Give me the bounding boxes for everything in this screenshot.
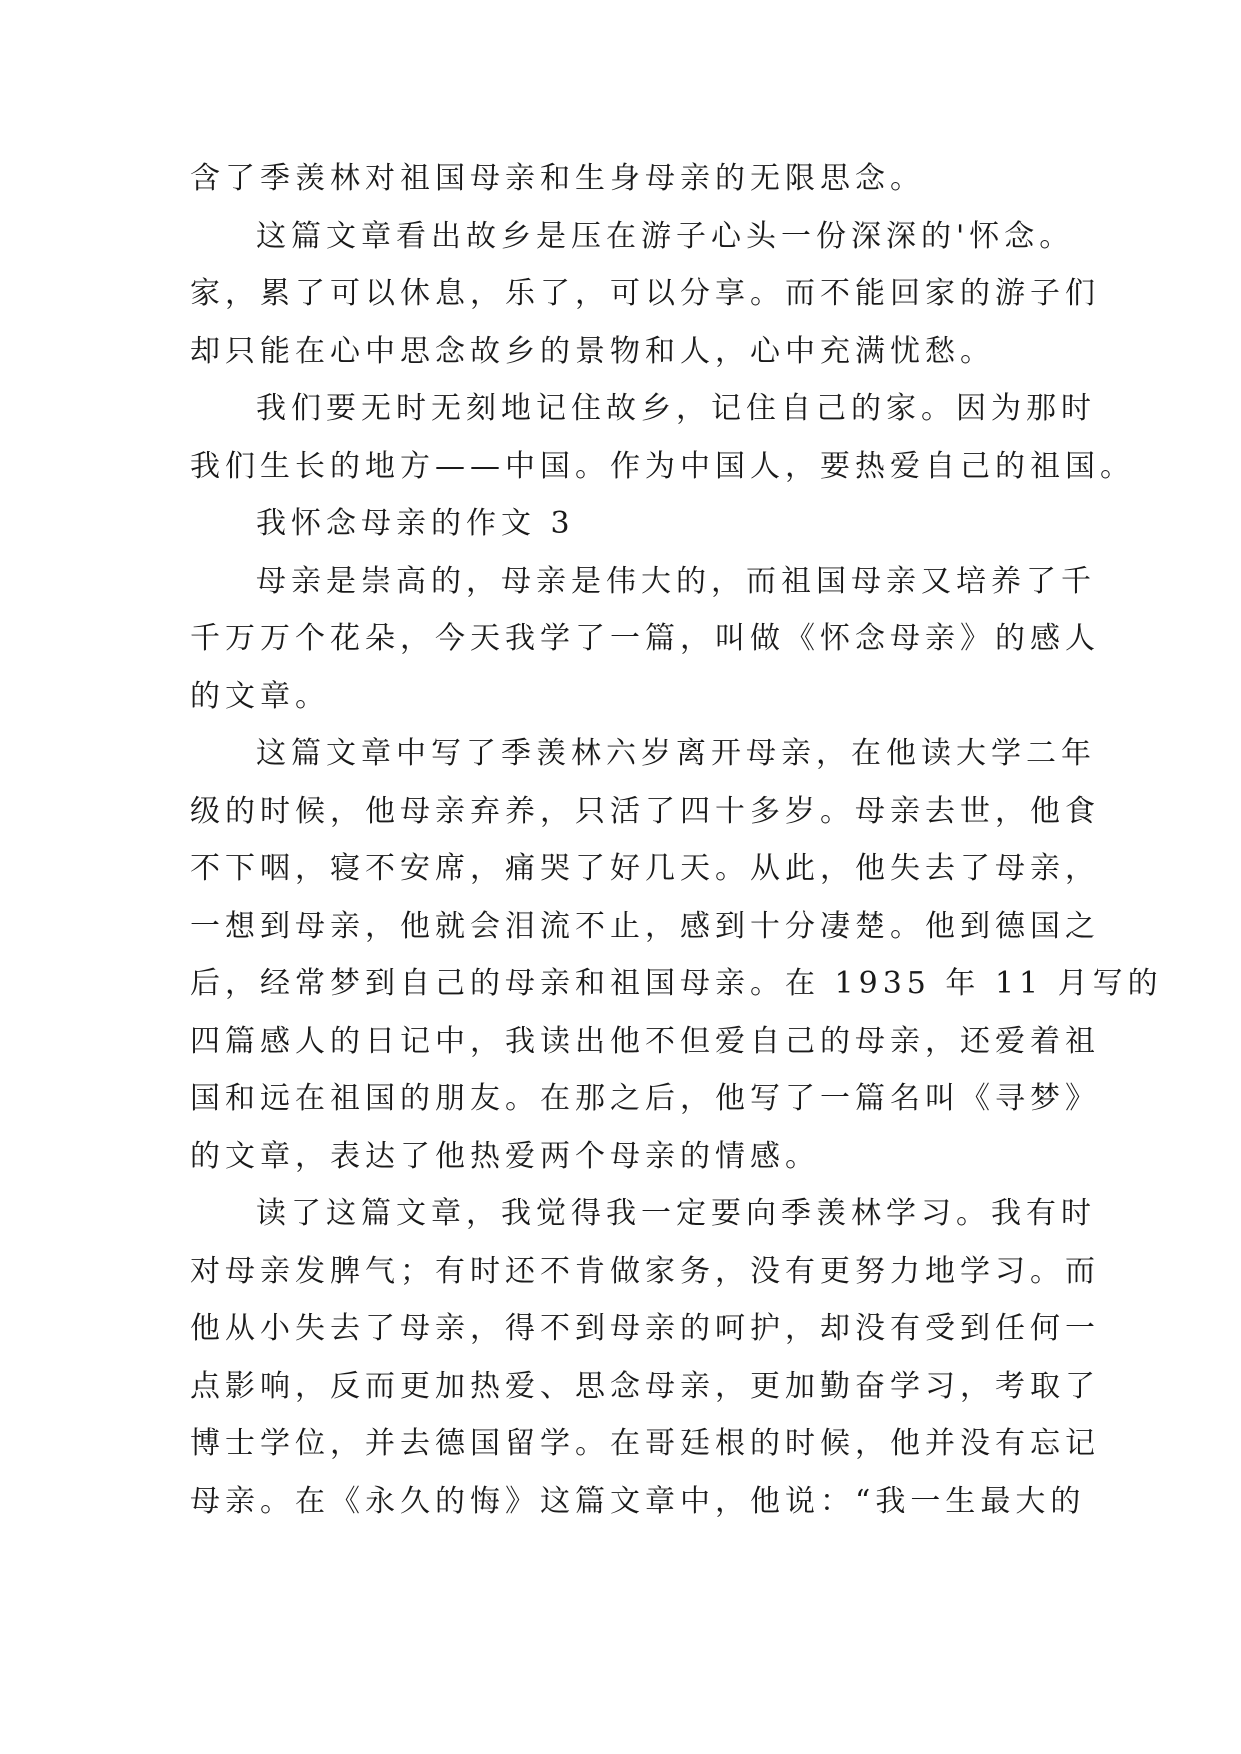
text-line: 家，累了可以休息，乐了，可以分享。而不能回家的游子们: [190, 276, 1100, 311]
essay-body: [190, 150, 1163, 1530]
text-line: 我们生长的地方——中国。作为中国人，要热爱自己的祖国。: [190, 448, 1135, 484]
section-heading: 我怀念母亲的作文 3: [256, 506, 575, 541]
text-line: 千万万个花朵，今天我学了一篇，叫做《怀念母亲》的感人: [190, 621, 1100, 656]
text-line: 一想到母亲，他就会泪流不止，感到十分凄楚。他到德国之: [190, 908, 1100, 944]
text-line: 对母亲发脾气；有时还不肯做家务，没有更努力地学习。而: [190, 1253, 1100, 1289]
paragraph-start-line: 我们要无时无刻地记住故乡，记住自己的家。因为那时: [256, 391, 1096, 426]
text-line: 后，经常梦到自己的母亲和祖国母亲。在 1935 年 11 月写的: [190, 966, 1163, 1001]
paragraph-start-line: 这篇文章看出故乡是压在游子心头一份深深的'怀念。: [256, 218, 1075, 254]
paragraph-start-line: 这篇文章中写了季羡林六岁离开母亲，在他读大学二年: [256, 736, 1096, 771]
text-line: 的文章。: [190, 678, 330, 714]
text-line: 四篇感人的日记中，我读出他不但爱自己的母亲，还爱着祖: [190, 1023, 1100, 1059]
paragraph-start-line: 读了这篇文章，我觉得我一定要向季羡林学习。我有时: [256, 1196, 1096, 1231]
text-line: 含了季羡林对祖国母亲和生身母亲的无限思念。: [190, 161, 925, 196]
text-line: 的文章，表达了他热爱两个母亲的情感。: [190, 1138, 820, 1174]
text-line: 级的时候，他母亲弃养，只活了四十多岁。母亲去世，他食: [190, 793, 1100, 829]
paragraph-start-line: 母亲是崇高的，母亲是伟大的，而祖国母亲又培养了千: [256, 563, 1096, 599]
text-line: 却只能在心中思念故乡的景物和人，心中充满忧愁。: [190, 333, 995, 369]
text-line: 博士学位，并去德国留学。在哥廷根的时候，他并没有忘记: [190, 1426, 1100, 1461]
text-line: 国和远在祖国的朋友。在那之后，他写了一篇名叫《寻梦》: [190, 1081, 1100, 1116]
text-line: 母亲。在《永久的悔》这篇文章中，他说：“我一生最大的: [190, 1483, 1086, 1519]
text-line: 他从小失去了母亲，得不到母亲的呵护，却没有受到任何一: [190, 1311, 1100, 1346]
text-line: 点影响，反而更加热爱、思念母亲，更加勤奋学习，考取了: [190, 1368, 1100, 1404]
text-line: 不下咽，寝不安席，痛哭了好几天。从此，他失去了母亲，: [190, 851, 1100, 886]
